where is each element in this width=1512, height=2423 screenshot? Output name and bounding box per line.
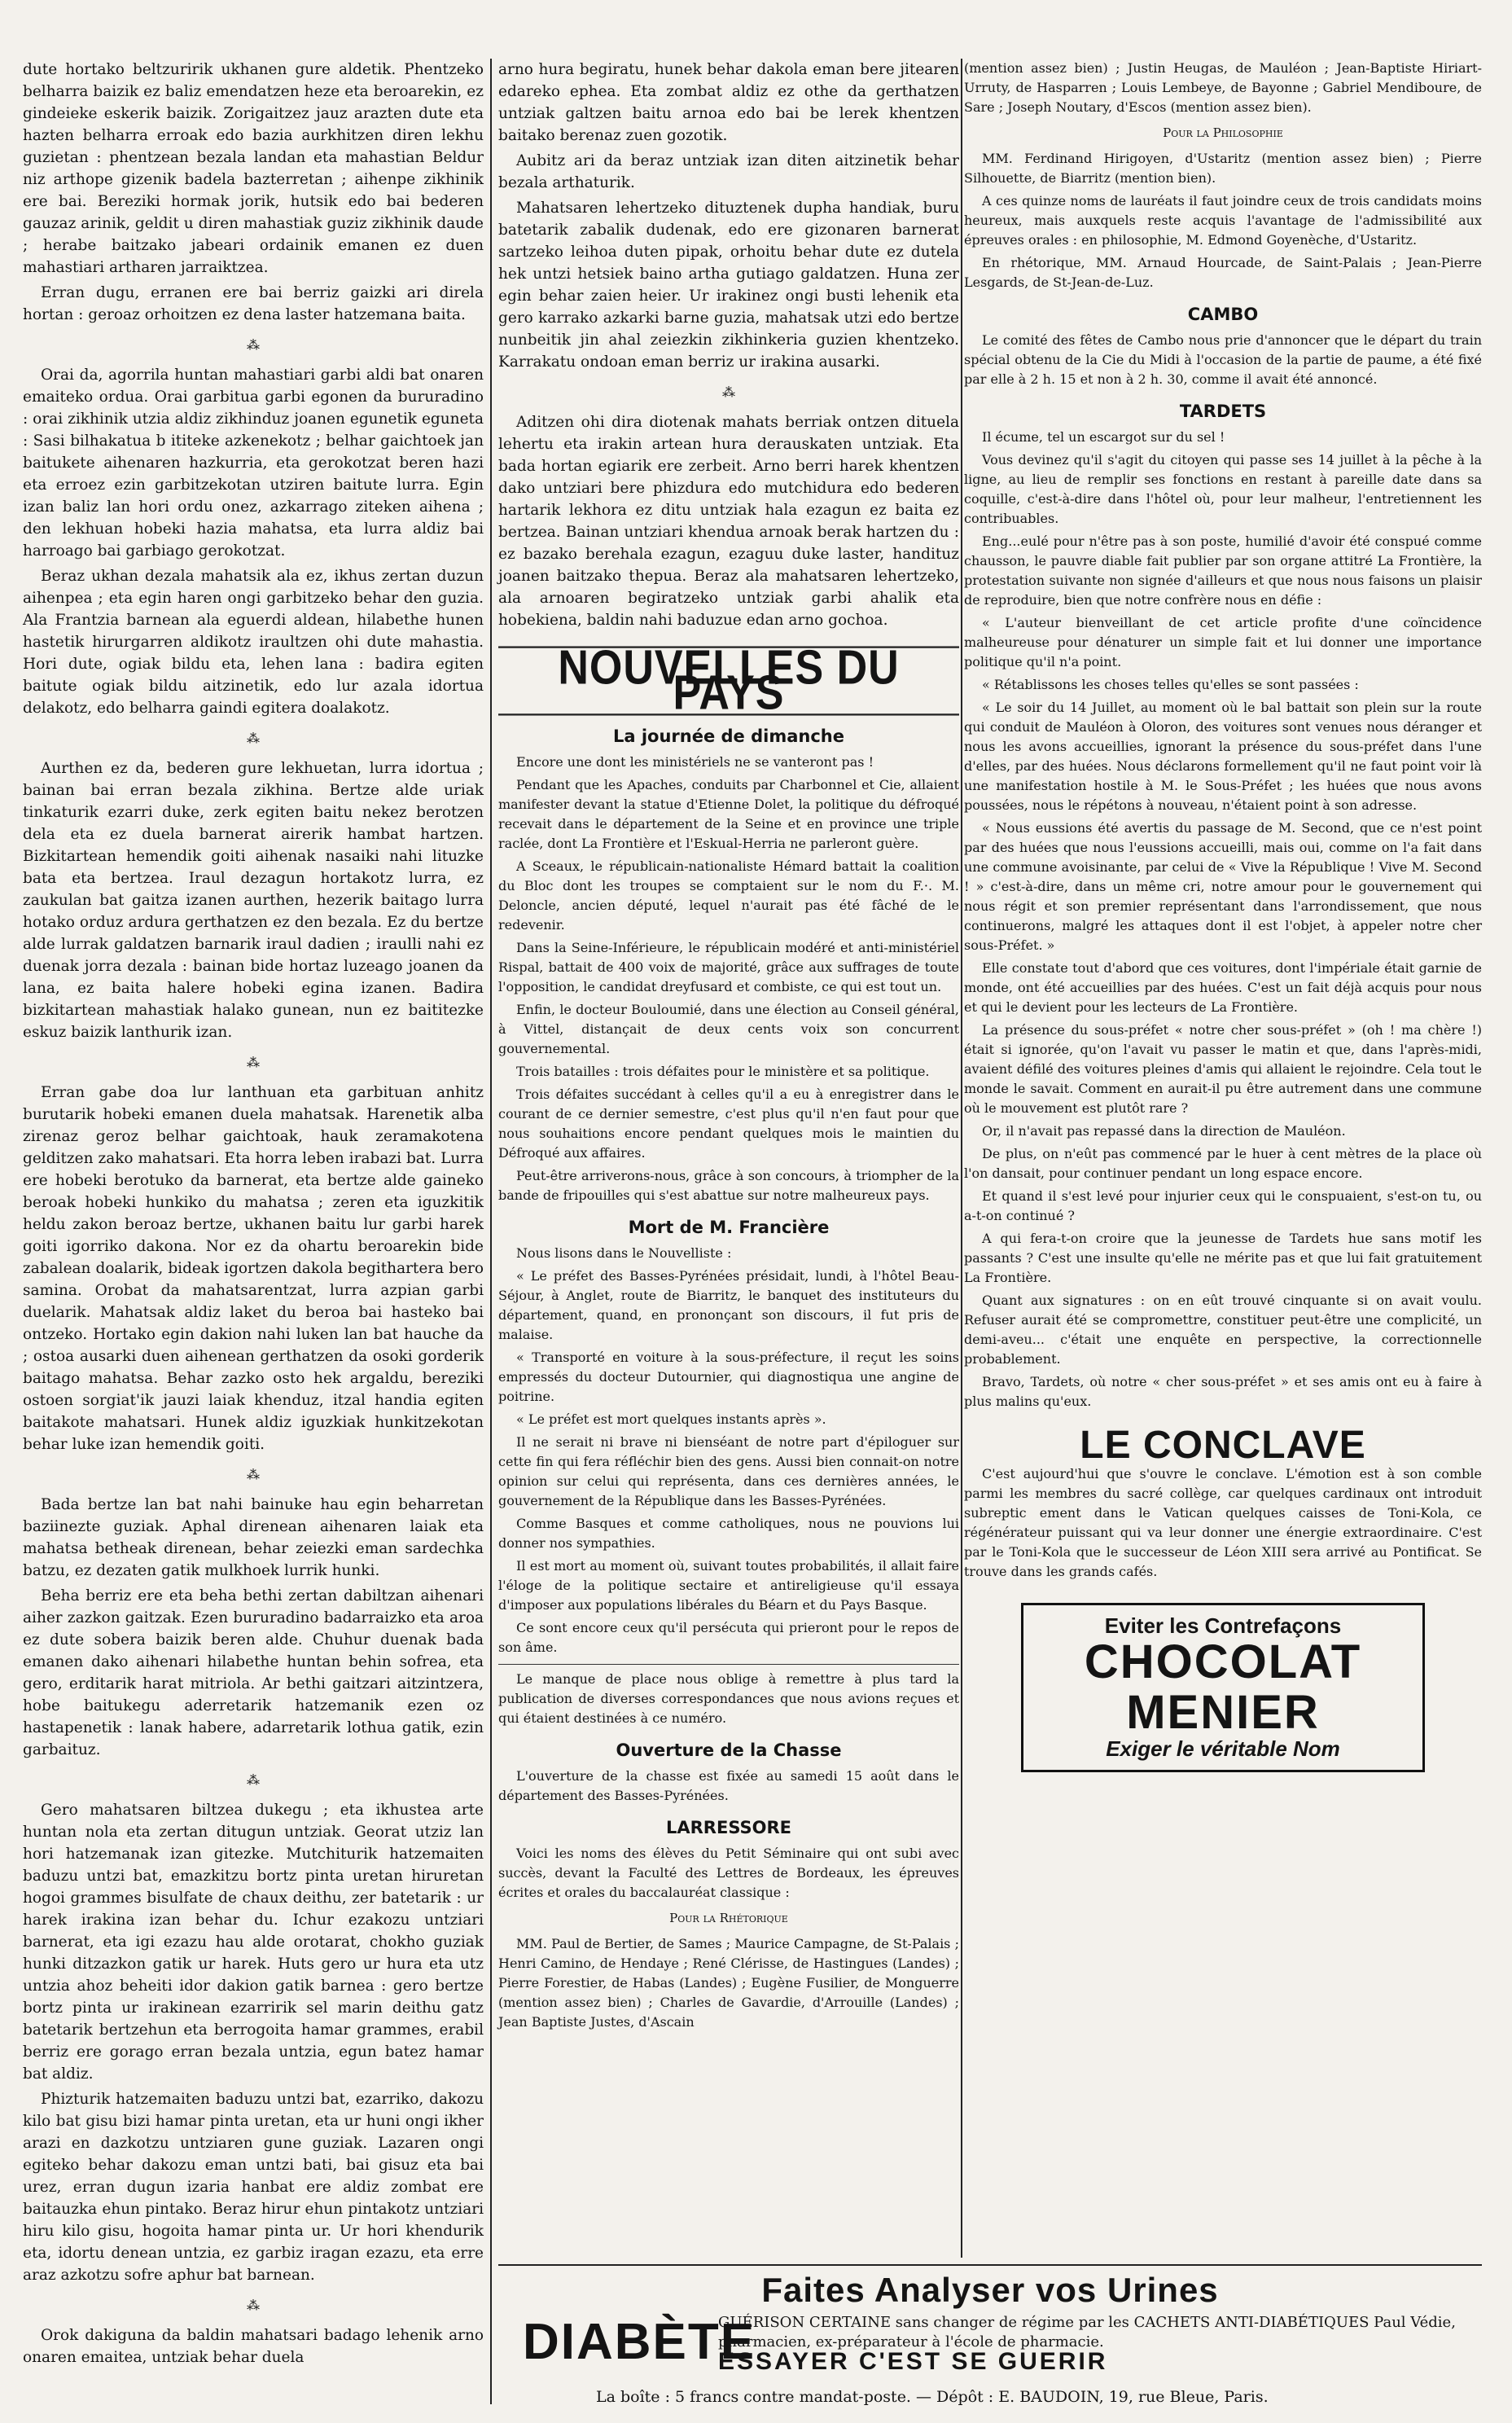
ad-diabete bbox=[498, 2264, 1482, 2412]
ad-footer: La boîte : 5 francs contre mandat-poste. — Dépôt : E. BAUDOIN, 19, rue Bleue, Paris. bbox=[596, 2388, 1269, 2406]
paragraph: Peut-être arriverons-nous, grâce à son concours, à triompher de la bande de fripouilles qui s'est abattue sur notre malheureux pays. bbox=[498, 1168, 959, 1203]
paragraph: Or, il n'avait pas repassé dans la direction de Mauléon. bbox=[982, 1123, 1346, 1139]
paragraph: Aditzen ohi dira diotenak mahats berriak ontzen dituela lehertu eta irakin artean hura derauskaten untziak. Eta bada hortan egiarik ere zerbeit. Arno berri harek khentzen dako untziari bere phizdura edo mutchidura edo bederen hartarik lekhora ez ditu untziak hala ezagun ez baita ez bertzea. Bainan untziari khendua arnoak berak hartzen du : ez bazako berehala ezagun, ezaguu duke laster, handituz joanen baitzako thepua. Beraz ala mahatsaren lehertzeko, ala arnoaren begiratzeko untziak garbi ahalik eta hobekiena, baldin nahi baduzue edan arno gochoa. bbox=[498, 414, 959, 629]
article-heading: TARDETS bbox=[1179, 402, 1267, 421]
ad-chocolat-menier bbox=[1021, 1603, 1425, 1772]
separator-asterism: ⁂ bbox=[722, 384, 735, 400]
separator-asterism: ⁂ bbox=[247, 1467, 260, 1482]
paragraph: Il ne serait ni brave ni bienséant de notre part d'épiloguer sur cette fin qui fera réfléchir bien des gens. Aussi bien connait-on notre opinion sur celui qui représenta, dans ces dernières années, le gouvernement de la République dans les Basses-Pyrénées. bbox=[498, 1434, 959, 1508]
paragraph: Orai da, agorrila huntan mahastiari garbi aldi bat onaren emaiteko ordua. Orai garbitua garbi egonen da bururadino : orai zikhinik utzia aldiz zikhinduz joanen egunetik eguneta : Sasi bilhakatua b ititeke azkenekotz ; belhar gaichtoek jan baitukete aihenaren hazkurria, eta gerokotzat beren hazi eta erroez ezin garbitzekotan utziren baitute lurra. Egin izan baliz lan hori ordu onez, azkarrago ziteken aihena ; den lekhuan hobeki hazia mahatsa, eta lurra aldiz bai harroago bai garbiago gerokotzat. bbox=[23, 367, 484, 560]
section-title-nouvelles: NOUVELLES DU PAYS bbox=[498, 646, 959, 715]
article-heading: LARRESSORE bbox=[666, 1818, 791, 1837]
separator-asterism: ⁂ bbox=[247, 1055, 260, 1070]
paragraph: Beha berriz ere eta beha bethi zertan dabiltzan aihenari aiher zazkon gaitzak. Ezen bururadino badarraizko eta aroa ez dute sobera baizik beren alde. Chuhur duenak bada emanen dako aihenari hilabethe huntan behin sofrea, eta gero, erditarik harat mitriola. Ar bethi gaitzari aitzintzera, hobe baitukegu aderretarik hatzemanik ezen oz hastapenetik : lanak habere, adarretarik lothua gatik, ezin garbaituz. bbox=[23, 1587, 484, 1758]
paragraph: « Le préfet des Basses-Pyrénées présidait, lundi, à l'hôtel Beau-Séjour, à Anglet, route de Biarritz, le banquet des instituteurs du département, quand, en prononçant son discours, il fut pris de malaise. bbox=[498, 1268, 959, 1342]
column-right bbox=[964, 59, 1482, 2266]
paragraph: arno hura begiratu, hunek behar dakola eman bere jitearen edareko ephea. Eta zombat aldiz ez othe da gerthatzen untziak galtzen baitu arnoa edo bai be lerek khentzen baitako berenaz zuen gozotik. bbox=[498, 61, 959, 144]
paragraph: Quant aux signatures : on en eût trouvé cinquante si on avait voulu. Refuser aurait été se compromettre, constituer peut-être une complicité, un demi-aveu... c'était une enquête en perspective, la correctionnelle probablement. bbox=[964, 1293, 1482, 1367]
subheading: Pour la Rhétorique bbox=[669, 1911, 788, 1925]
ad-cta: ESSAYER C'EST SE GUERIR bbox=[718, 2348, 1108, 2375]
paragraph: Orok dakiguna da baldin mahatsari badago lehenik arno onaren emaitea, untziak behar duela bbox=[23, 2327, 484, 2366]
paragraph: MM. Paul de Bertier, de Sames ; Maurice Campagne, de St-Palais ; Henri Camino, de Hendaye ; René Clérisse, de Hastingues (Landes) ; Pierre Forestier, de Habas (Landes) ; Eugène Fusilier, de Monguerre (mention assez bien) ; Charles de Gavardie, d'Arrouille (Landes) ; Jean Baptiste Justes, d'Ascain bbox=[498, 1936, 959, 2030]
ad-headline: Faites Analyser vos Urines bbox=[761, 2271, 1219, 2309]
column-center bbox=[498, 59, 959, 2266]
paragraph: « Le soir du 14 Juillet, au moment où le bal battait son plein sur la route qui conduit de Mauléon à Oloron, des voitures sont venues nous déranger et nous les avons accueillies, ignorant la présence du sous-préfet dans l'une d'elles, par des huées. Nous déclarons formellement qu'il ne faut point voir là une manifestation hostile à M. le Sous-Préfet ; les huées que nous avons poussées, nous le répétons à nouveau, n'étaient point à son adresse. bbox=[964, 700, 1482, 813]
paragraph: Voici les noms des élèves du Petit Séminaire qui ont subi avec succès, devant la Faculté des Lettres de Bordeaux, les épreuves écrites et orales du baccalauréat classique : bbox=[498, 1846, 959, 1900]
paragraph: « Le préfet est mort quelques instants après ». bbox=[516, 1411, 826, 1427]
paragraph: dute hortako beltzuririk ukhanen gure aldetik. Phentzeko belharra baizik ez baliz emendatzen heze eta beroarekin, ez gindeieke eskerik baizik. Zorigaitzez jauz arazten dute eta hazten belharra erroak edo bazia aurkhitzen diren lekhu guzietan : phentzean bezala landan eta mahastian Beldur niz arthope gizenik badela bazterretan ; aihenpe zikhinik ere bai. Bereziki hormak jorik, hutsik edo bai bederen gauzaz arinik, geldit u diren mahastiak guziz zikhinik daude ; herabe baitzako jabeari ordainik emanen ez duen mahastiari artharen jarraiktzea. bbox=[23, 61, 484, 276]
article-heading: La journée de dimanche bbox=[612, 726, 844, 746]
column-basque bbox=[23, 59, 484, 2404]
paragraph: « L'auteur bienveillant de cet article profite d'une coïncidence malheureuse pour dénaturer un simple fait et lui donner une importance politique qu'il n'a point. bbox=[964, 615, 1482, 669]
paragraph: Nous lisons dans le Nouvelliste : bbox=[516, 1245, 732, 1261]
paragraph: A ces quinze noms de lauréats il faut joindre ceux de trois candidats moins heureux, mais auxquels reste acquis l'avantage de l'admissibilité aux épreuves orales : en philosophie, M. Edmond Goyenèche, d'Ustaritz. bbox=[964, 193, 1482, 248]
separator-asterism: ⁂ bbox=[247, 2298, 260, 2313]
paragraph: De plus, on n'eût pas commencé par le huer à cent mètres de la place où l'on dansait, pour continuer pendant un long espace encore. bbox=[964, 1146, 1482, 1181]
paragraph: A Sceaux, le républicain-nationaliste Hémard battait la coalition du Bloc dont les troupes se comptaient sur le nom du F.·. M. Deloncle, ancien député, lequel n'aurait pas été fâché de le redevenir. bbox=[498, 858, 959, 933]
column-divider bbox=[490, 59, 492, 2404]
paragraph: « Transporté en voiture à la sous-préfecture, il reçut les soins empressés du docteur Dutournier, qui diagnostiqua une angine de poitrine. bbox=[498, 1350, 959, 1404]
paragraph: Bravo, Tardets, où notre « cher sous-préfet » et ses amis ont eu à faire à plus malins qu'eux. bbox=[964, 1374, 1482, 1409]
paragraph: A qui fera-t-on croire que la jeunesse de Tardets hue sans motif les passants ? C'est une insulte qu'elle ne mérite pas et que lui fait gratuitement La Frontière. bbox=[964, 1231, 1482, 1285]
paragraph: Mahatsaren lehertzeko dituztenek dupha handiak, buru batetarik zabalik dudenak, edo ere gizonaren barnerat sartzeko leihoa duten pipak, orhoitu behar dute ez dutela hek untzi hetsiek baino artha gutiago galdatzen. Huna zer egin behar zaien heier. Ur irakinez ongi busti lehenik eta gero karrako azkarki barne guzia, mahatsak utzi edo bertze nunbeitik jin ahal zeiezkin zikhinkeria guzien khentzeko. Karrakatu ondoan eman berriz ur irakina ausarki. bbox=[498, 200, 959, 371]
ad-text: GUÉRISON CERTAINE sans changer de régime par les CACHETS ANTI-DIABÉTIQUES Paul Védie, pharmacien, ex-préparateur à l'école de pharmacie. bbox=[718, 2314, 1456, 2351]
article-heading: Mort de M. Francière bbox=[628, 1218, 830, 1237]
paragraph: Il écume, tel un escargot sur du sel ! bbox=[982, 429, 1225, 445]
paragraph: Erran dugu, erranen ere bai berriz gaizki ari direla hortan : geroaz orhoitzen ez dena laster hatzemana baita. bbox=[23, 284, 484, 323]
paragraph: Enfin, le docteur Bouloumié, dans une élection au Conseil général, à Vittel, distançait de deux cents voix son concurrent gouvernemental. bbox=[498, 1002, 959, 1056]
paragraph: Eng...eulé pour n'être pas à son poste, humilié d'avoir été conspué comme chausson, le pauvre diable fait publier par son organe attitré La Frontière, la protestation suivante non signée d'ailleurs et que nous nous faisons un plaisir de reproduire, bien que notre confrère nous en défie : bbox=[964, 533, 1482, 608]
ad-brand: CHOCOLAT bbox=[1084, 1635, 1362, 1688]
paragraph: Ce sont encore ceux qu'il persécuta qui prieront pour le repos de son âme. bbox=[498, 1620, 959, 1655]
paragraph: Et quand il s'est levé pour injurier ceux qui le conspuaient, s'est-on tu, ou a-t-on continué ? bbox=[964, 1188, 1482, 1223]
paragraph: Phizturik hatzemaiten baduzu untzi bat, ezarriko, dakozu kilo bat gisu bizi hamar pinta uretan, eta ur huni ongi ikher arazi en dazkotzu untziaren gune guziak. Lazaren ongi egiteko behar dakozu eman untzi bati, bai gisuz eta bai urez, erran dugun izaria hanbat ere aldiz zombat ere baitauzka ehun pintako. Beraz hirur ehun pintakotz untziari hiru kilo gisu, hogoita hamar pinta ur. Ur hori khendurik eta, idortu denean untzia, ez garbiz iragan ezazu, eta erre araz azkotzu sofre aphur bat barnean. bbox=[23, 2091, 484, 2284]
subheading: Pour la Philosophie bbox=[1163, 125, 1283, 140]
ad-line: Exiger le véritable Nom bbox=[1106, 1736, 1340, 1761]
paragraph: MM. Ferdinand Hirigoyen, d'Ustaritz (mention assez bien) ; Pierre Silhouette, de Biarritz (mention bien). bbox=[964, 151, 1482, 186]
paragraph: Il est mort au moment où, suivant toutes probabilités, il allait faire l'éloge de la politique sectaire et antireligieuse qu'il essaya d'imposer aux populations libérales du Béarn et du Pays Basque. bbox=[498, 1558, 959, 1613]
paragraph: L'ouverture de la chasse est fixée au samedi 15 août dans le département des Basses-Pyrénées. bbox=[498, 1768, 959, 1803]
paragraph: Aubitz ari da beraz untziak izan diten aitzinetik behar bezala arthaturik. bbox=[498, 152, 959, 191]
paragraph: La présence du sous-préfet « notre cher sous-préfet » (oh ! ma chère !) était si ignorée, qu'on l'avait vu passer le matin et que, dans l'après-midi, avaient défilé des voitures pleines d'amis qui allaient le rejoindre. Cela tout le monde le savait. Comment en aurait-il pu être autrement dans une commune où le mouvement est plutôt rare ? bbox=[964, 1022, 1482, 1116]
column-divider bbox=[961, 59, 962, 2258]
ad-big-word: DIABÈTE bbox=[523, 2314, 756, 2370]
ad-conclave-title: LE CONCLAVE bbox=[1080, 1424, 1366, 1467]
paragraph: Aurthen ez da, bederen gure lekhuetan, lurra idortua ; bainan bai erran bezala zikhina. Bertze alde uriak tinkaturik ezarri duke, zerk egiten baitu nekez berotzen dela eta ez duela barnerat airerik hambat hartzen. Bizkitartean hemendik goiti aihenak nasaiki nahi lituzke bata eta bertzea. Iraul dezagun hortakotz lurra, ez zaukulan bat gaitza izanen aurthen, hezerik baitago lurra hotako orduz ardura gerthatzen ez den bezala. Ez du bertze alde lurrak galdatzen barnarik iraul dadien ; iraulli nahi ez duenak jorra dezala : bainan bide hortaz luzeago joanen da lana, ez baita halere hobeki egina izanen. Badira bizkitartean mahastiak halako gunean, nun ez baititezke eskuz baizik lanthurik izan. bbox=[23, 760, 484, 1041]
paragraph: Le manque de place nous oblige à remettre à plus tard la publication de diverses correspondances que nous avions reçues et qui étaient destinées à ce numéro. bbox=[498, 1664, 959, 1728]
paragraph: Gero mahatsaren biltzea dukegu ; eta ikhustea arte huntan nola eta zertan ditugun untziak. Georat utziz lan hori hatzemanak izan gitezke. Mutchiturik hatzemaiten baduzu untzi bat, emazkitzu bortz pinta uretan hiruretan hogoi grammes bisulfate de chaux deithu, zer batetarik : ur harek irakina izan behar du. Ichur ezakozu untziari barnerat, eta igi ezazu hau alde orotarat, chokho guziak hunki ditzazkon gatik ur harek. Huts gero ur hura eta utz untzia ahoz beheiti idor dakion gatik barnea : gero bertze bortz pinta ur irakinean ezarririk sel marin deithu gatz batetarik bertzehun eta berrogoita hamar grammes, erabil berriz ere gorago erran bezala untzia, egun batez hamar bat aldiz. bbox=[23, 1802, 484, 2083]
paragraph: Pendant que les Apaches, conduits par Charbonnel et Cie, allaient manifester devant la statue d'Etienne Dolet, la politique du défroqué recevait dans le département de la Seine et en province une triple raclée, dont La Frontière et l'Eskual-Herria ne parleront guère. bbox=[498, 777, 959, 851]
ad-conclave-text: C'est aujourd'hui que s'ouvre le conclave. L'émotion est à son comble parmi les membres du sacré collège, car quelques cardinaux ont introduit subreptic ement dans le Vatican quelques caisses de Toni-Kola, ce régénérateur puissant qui va leur donner une énergie extraordinaire. C'est par le Toni-Kola que le successeur de Léon XIII sera arrivé au Pontificat. Se trouve dans les grands cafés. bbox=[964, 1466, 1482, 1579]
paragraph: Le comité des fêtes de Cambo nous prie d'annoncer que le départ du train spécial obtenu de la Cie du Midi à l'occasion de la partie de paume, a été fixé par elle à 2 h. 15 et non à 2 h. 30, comme il avait été annoncé. bbox=[964, 332, 1482, 387]
ad-brand: MENIER bbox=[1126, 1686, 1320, 1739]
separator-asterism: ⁂ bbox=[247, 1772, 260, 1788]
paragraph: Beraz ukhan dezala mahatsik ala ez, ikhus zertan duzun aihenpea ; eta egin haren ongi garbitzeko behar den guzia. Ala Frantzia barnean ala eguerdi aldean, hilabethe hunen hastetik hirurgarren aldikotz iraultzen ohi dute mahastia. Hori dute, ogiak bildu eta, lehen lana : badira egiten baitute ogiak bildu aitzinetik, edo lur azala idortua delakotz, edo belharra gaindi egitera doalakotz. bbox=[23, 568, 484, 717]
paragraph: « Nous eussions été avertis du passage de M. Second, que ce n'est point par des huées que nous l'eussions accueilli, mais oui, comme on l'a fait dans une commune avoisinante, par celui de « Vive la République ! Vive M. Second ! » c'est-à-dire, dans un même cri, notre amour pour le gouvernement qui nous régit et son premier représentant dans l'arrondissement, que nous continuerons, malgré les attaques dont il est l'objet, à appeler notre cher sous-Préfet. » bbox=[964, 820, 1482, 953]
article-heading: Ouverture de la Chasse bbox=[616, 1740, 842, 1760]
paragraph: Encore une dont les ministériels ne se vanteront pas ! bbox=[516, 754, 874, 770]
separator-asterism: ⁂ bbox=[247, 337, 260, 353]
ad-line: Eviter les Contrefaçons bbox=[1104, 1613, 1342, 1638]
ad-body bbox=[718, 2313, 1467, 2375]
paragraph: Dans la Seine-Inférieure, le républicain modéré et anti-ministériel Rispal, battait de 400 voix de majorité, grâce aux suffrages de toute l'opposition, le candidat dreyfusard et combiste, ce qui est tout un. bbox=[498, 940, 959, 994]
paragraph: (mention assez bien) ; Justin Heugas, de Mauléon ; Jean-Baptiste Hiriart-Urruty, de Hasparren ; Louis Lembeye, de Bayonne ; Gabriel Mendiboure, de Sare ; Joseph Noutary, d'Escos (mention assez bien). bbox=[964, 60, 1482, 115]
paragraph: Trois batailles : trois défaites pour le ministère et sa politique. bbox=[516, 1064, 930, 1079]
paragraph: Bada bertze lan bat nahi bainuke hau egin beharretan baziinezte guziak. Aphal direnean aihenaren laiak eta mahatsa betheak direnean, behar zeiezki eman sardechka batzu, ez dezaten gatik mulkhoek lurrik hunki. bbox=[23, 1496, 484, 1579]
paragraph: Vous devinez qu'il s'agit du citoyen qui passe ses 14 juillet à la pêche à la ligne, au lieu de remplir ses fonctions en restant à pareille date dans sa coquille, c'est-à-dire dans l'hôtel où, pour leur malheur, l'entretiennent les contribuables. bbox=[964, 452, 1482, 526]
separator-asterism: ⁂ bbox=[247, 731, 260, 746]
paragraph: Erran gabe doa lur lanthuan eta garbituan anhitz burutarik hobeki emanen duela mahatsak. Harenetik alba zirenaz geroz belhar gaichtoak, hauk zeramakotena gelditzen zako mahatsari. Eta horra leben irabazi bat. Lurra ere hobeki berotuko da barnerat, eta bertze alde gaineko beroak hobeki hunkiko du mahatsa ; zeren eta iguzkitik heldu zakon beroaz bertze, ukhanen baitu lur garbi harek goiti igorriko dakona. Nor ez da ohartu beroarekin bide zabalean doalarik, bideak igortzen dakola begithartera bero samina. Orobat da mahatsarentzat, lurra azpian garbi duelarik. Mahatsak aldiz laket du beroa bai hasteko bai ontzeko. Hortako egin dakion nahi luken lan bat hauche da ; ostoa ausarki duen aihenean gerthatzen da osoki gorderik baitago mahatsa. Behar zazko osto hek argaldu, bereziki ostoen sorgiat'ik jauzi laiak khenduz, itzal handia egiten baitakote mahatsari. Hunek aldiz iguzkiak hunkitzekotan behar luke izan hemendik goiti. bbox=[23, 1084, 484, 1453]
paragraph: Elle constate tout d'abord que ces voitures, dont l'impériale était garnie de monde, ont été accueillies par des huées. C'est un fait déjà acquis pour nous et qui le devient pour les lecteurs de La Frontière. bbox=[964, 960, 1482, 1015]
article-heading: CAMBO bbox=[1187, 305, 1259, 324]
paragraph: Trois défaites succédant à celles qu'il a eu à enregistrer dans le courant de ce dernier semestre, c'est plus qu'il n'en faut pour que nous souhaitions encore pendant quelques mois le maintien du Défroqué aux affaires. bbox=[498, 1086, 959, 1161]
paragraph: En rhétorique, MM. Arnaud Hourcade, de Saint-Palais ; Jean-Pierre Lesgards, de St-Jean-de-Luz. bbox=[964, 255, 1482, 290]
paragraph: « Rétablissons les choses telles qu'elles se sont passées : bbox=[982, 677, 1359, 692]
paragraph: Comme Basques et comme catholiques, nous ne pouvions lui donner nos sympathies. bbox=[498, 1516, 959, 1551]
